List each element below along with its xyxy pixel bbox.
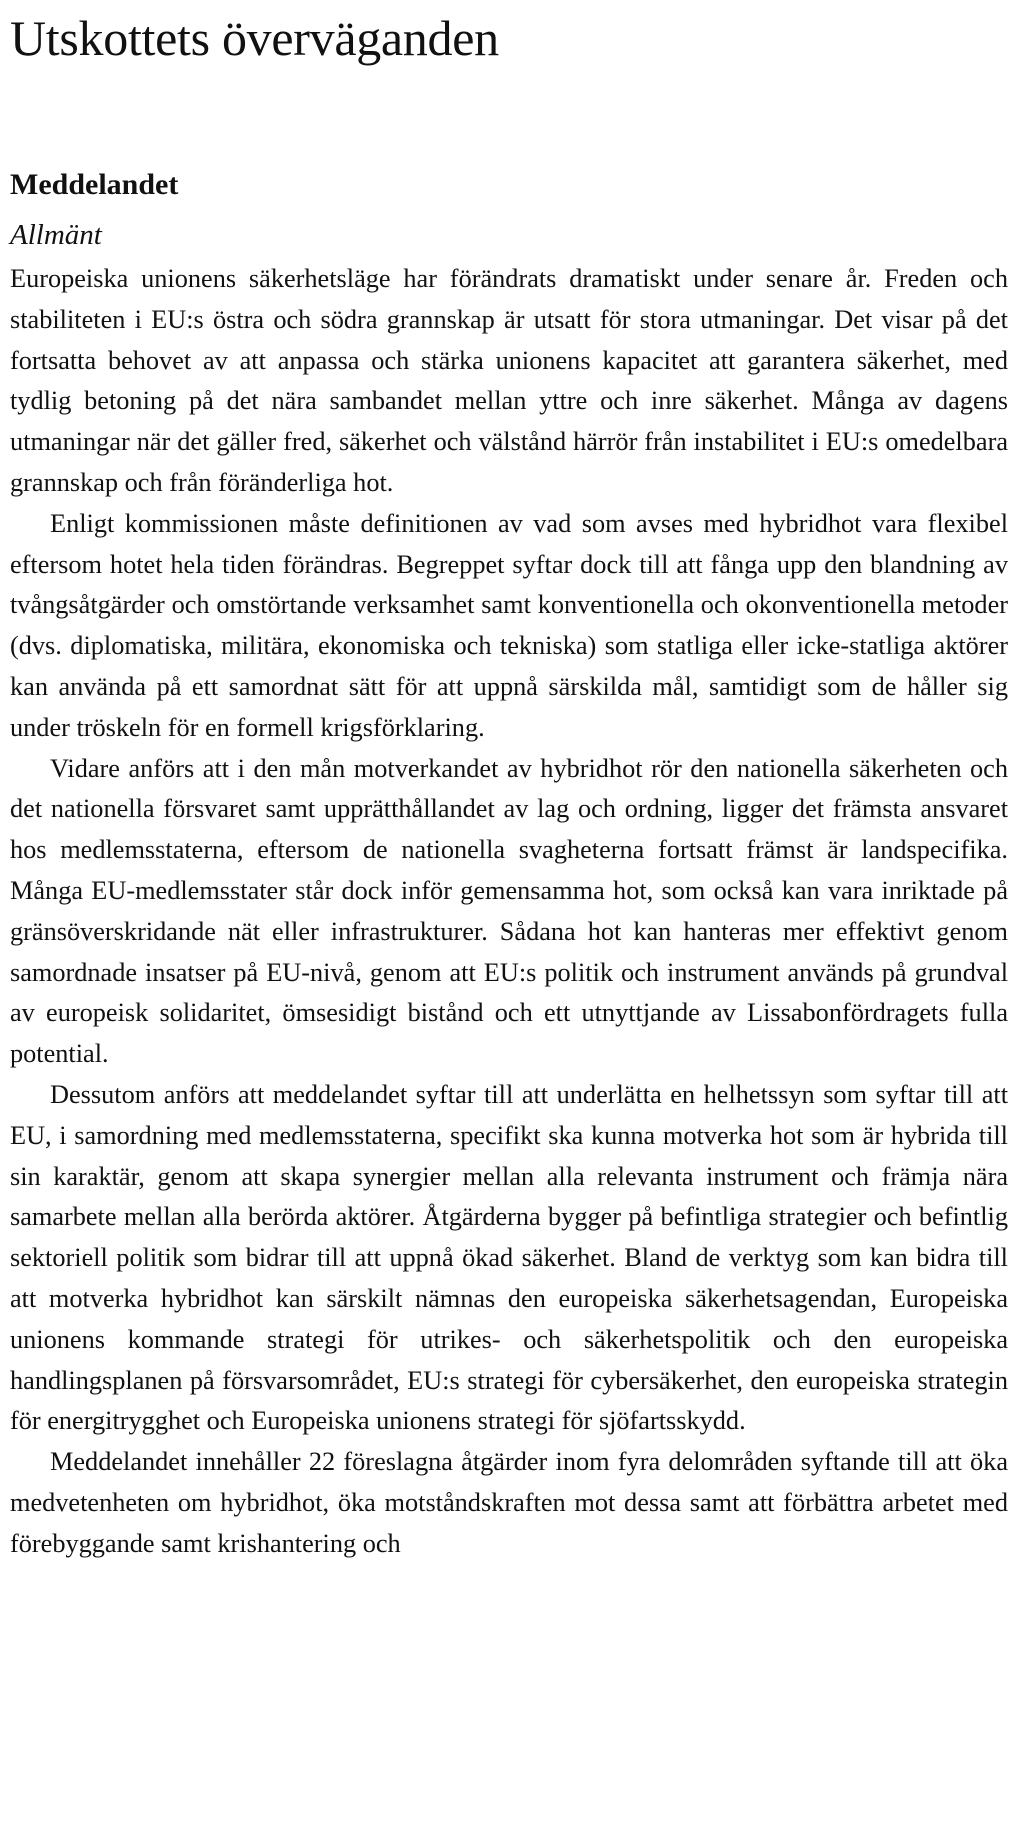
subsection-heading: Allmänt bbox=[10, 219, 102, 251]
body-paragraph: Dessutom anförs att meddelandet syftar till att underlätta en helhetssyn som syftar till att EU, i samordning med medlemsstaterna, specifikt ska kunna motverka hot som är hybrida till sin karaktär, genom att skapa synergier mellan alla relevanta instrument och främja nära samarbete mellan alla berörda aktörer. Åtgärderna bygger på befintliga strategier och befintlig sektoriell politik som bidrar till att uppnå ökad säkerhet. Bland de verktyg som kan bidra till att motverka hybridhot kan särskilt nämnas den europeiska säkerhetsagendan, Europeiska unionens kommande strategi för utrikes- och säkerhetspolitik och den europeiska handlingsplanen på försvarsområdet, EU:s strategi för cybersäkerhet, den europeiska strategin för energitrygghet och Europeiska unionens strategi för sjöfartsskydd. bbox=[10, 1079, 1008, 1436]
body-paragraph: Enligt kommissionen måste definitionen av vad som avses med hybridhot vara flexibel eftersom hotet hela tiden förändras. Begreppet syftar dock till att fånga upp den blandning av tvångsåtgärder och omstörtande verksamhet samt konventionella och okonventionella metoder (dvs. diplomatiska, militära, ekonomiska och tekniska) som statliga eller icke-statliga aktörer kan använda på ett samordnat sätt för att uppnå särskilda mål, samtidigt som de håller sig under tröskeln för en formell krigsförklaring. bbox=[10, 508, 1008, 742]
page-title: Utskottets överväganden bbox=[10, 10, 499, 66]
document-page bbox=[10, 0, 1008, 1565]
body-paragraph: Meddelandet innehåller 22 föreslagna åtgärder inom fyra delområden syftande till att öka medvetenheten om hybridhot, öka motståndskraften mot dessa samt att förbättra arbetet med förebyggande samt krishantering och bbox=[10, 1447, 1008, 1558]
body-paragraph: Vidare anförs att i den mån motverkandet av hybridhot rör den nationella säkerheten och det nationella försvaret samt upprätthållandet av lag och ordning, ligger det främsta ansvaret hos medlemsstaterna, eftersom de nationella svagheterna fortsatt främst är landspecifika. Många EU-medlemsstater står dock inför gemensamma hot, som också kan vara inriktade på gränsöverskridande nät eller infrastrukturer. Sådana hot kan hanteras mer effektivt genom samordnade insatser på EU-nivå, genom att EU:s politik och instrument används på grundval av europeisk solidaritet, ömsesidigt bistånd och ett utnyttjande av Lissabonfördragets fulla potential. bbox=[10, 753, 1008, 1069]
body-paragraph: Europeiska unionens säkerhetsläge har förändrats dramatiskt under senare år. Freden och stabiliteten i EU:s östra och södra grannskap är utsatt för stora utmaningar. Det visar på det fortsatta behovet av att anpassa och stärka unionens kapacitet att garantera säkerhet, med tydlig betoning på det nära sambandet mellan yttre och inre säkerhet. Många av dagens utmaningar när det gäller fred, säkerhet och välstånd härrör från instabilitet i EU:s omedelbara grannskap och från föränderliga hot. bbox=[10, 264, 1008, 497]
section-heading: Meddelandet bbox=[10, 168, 179, 201]
